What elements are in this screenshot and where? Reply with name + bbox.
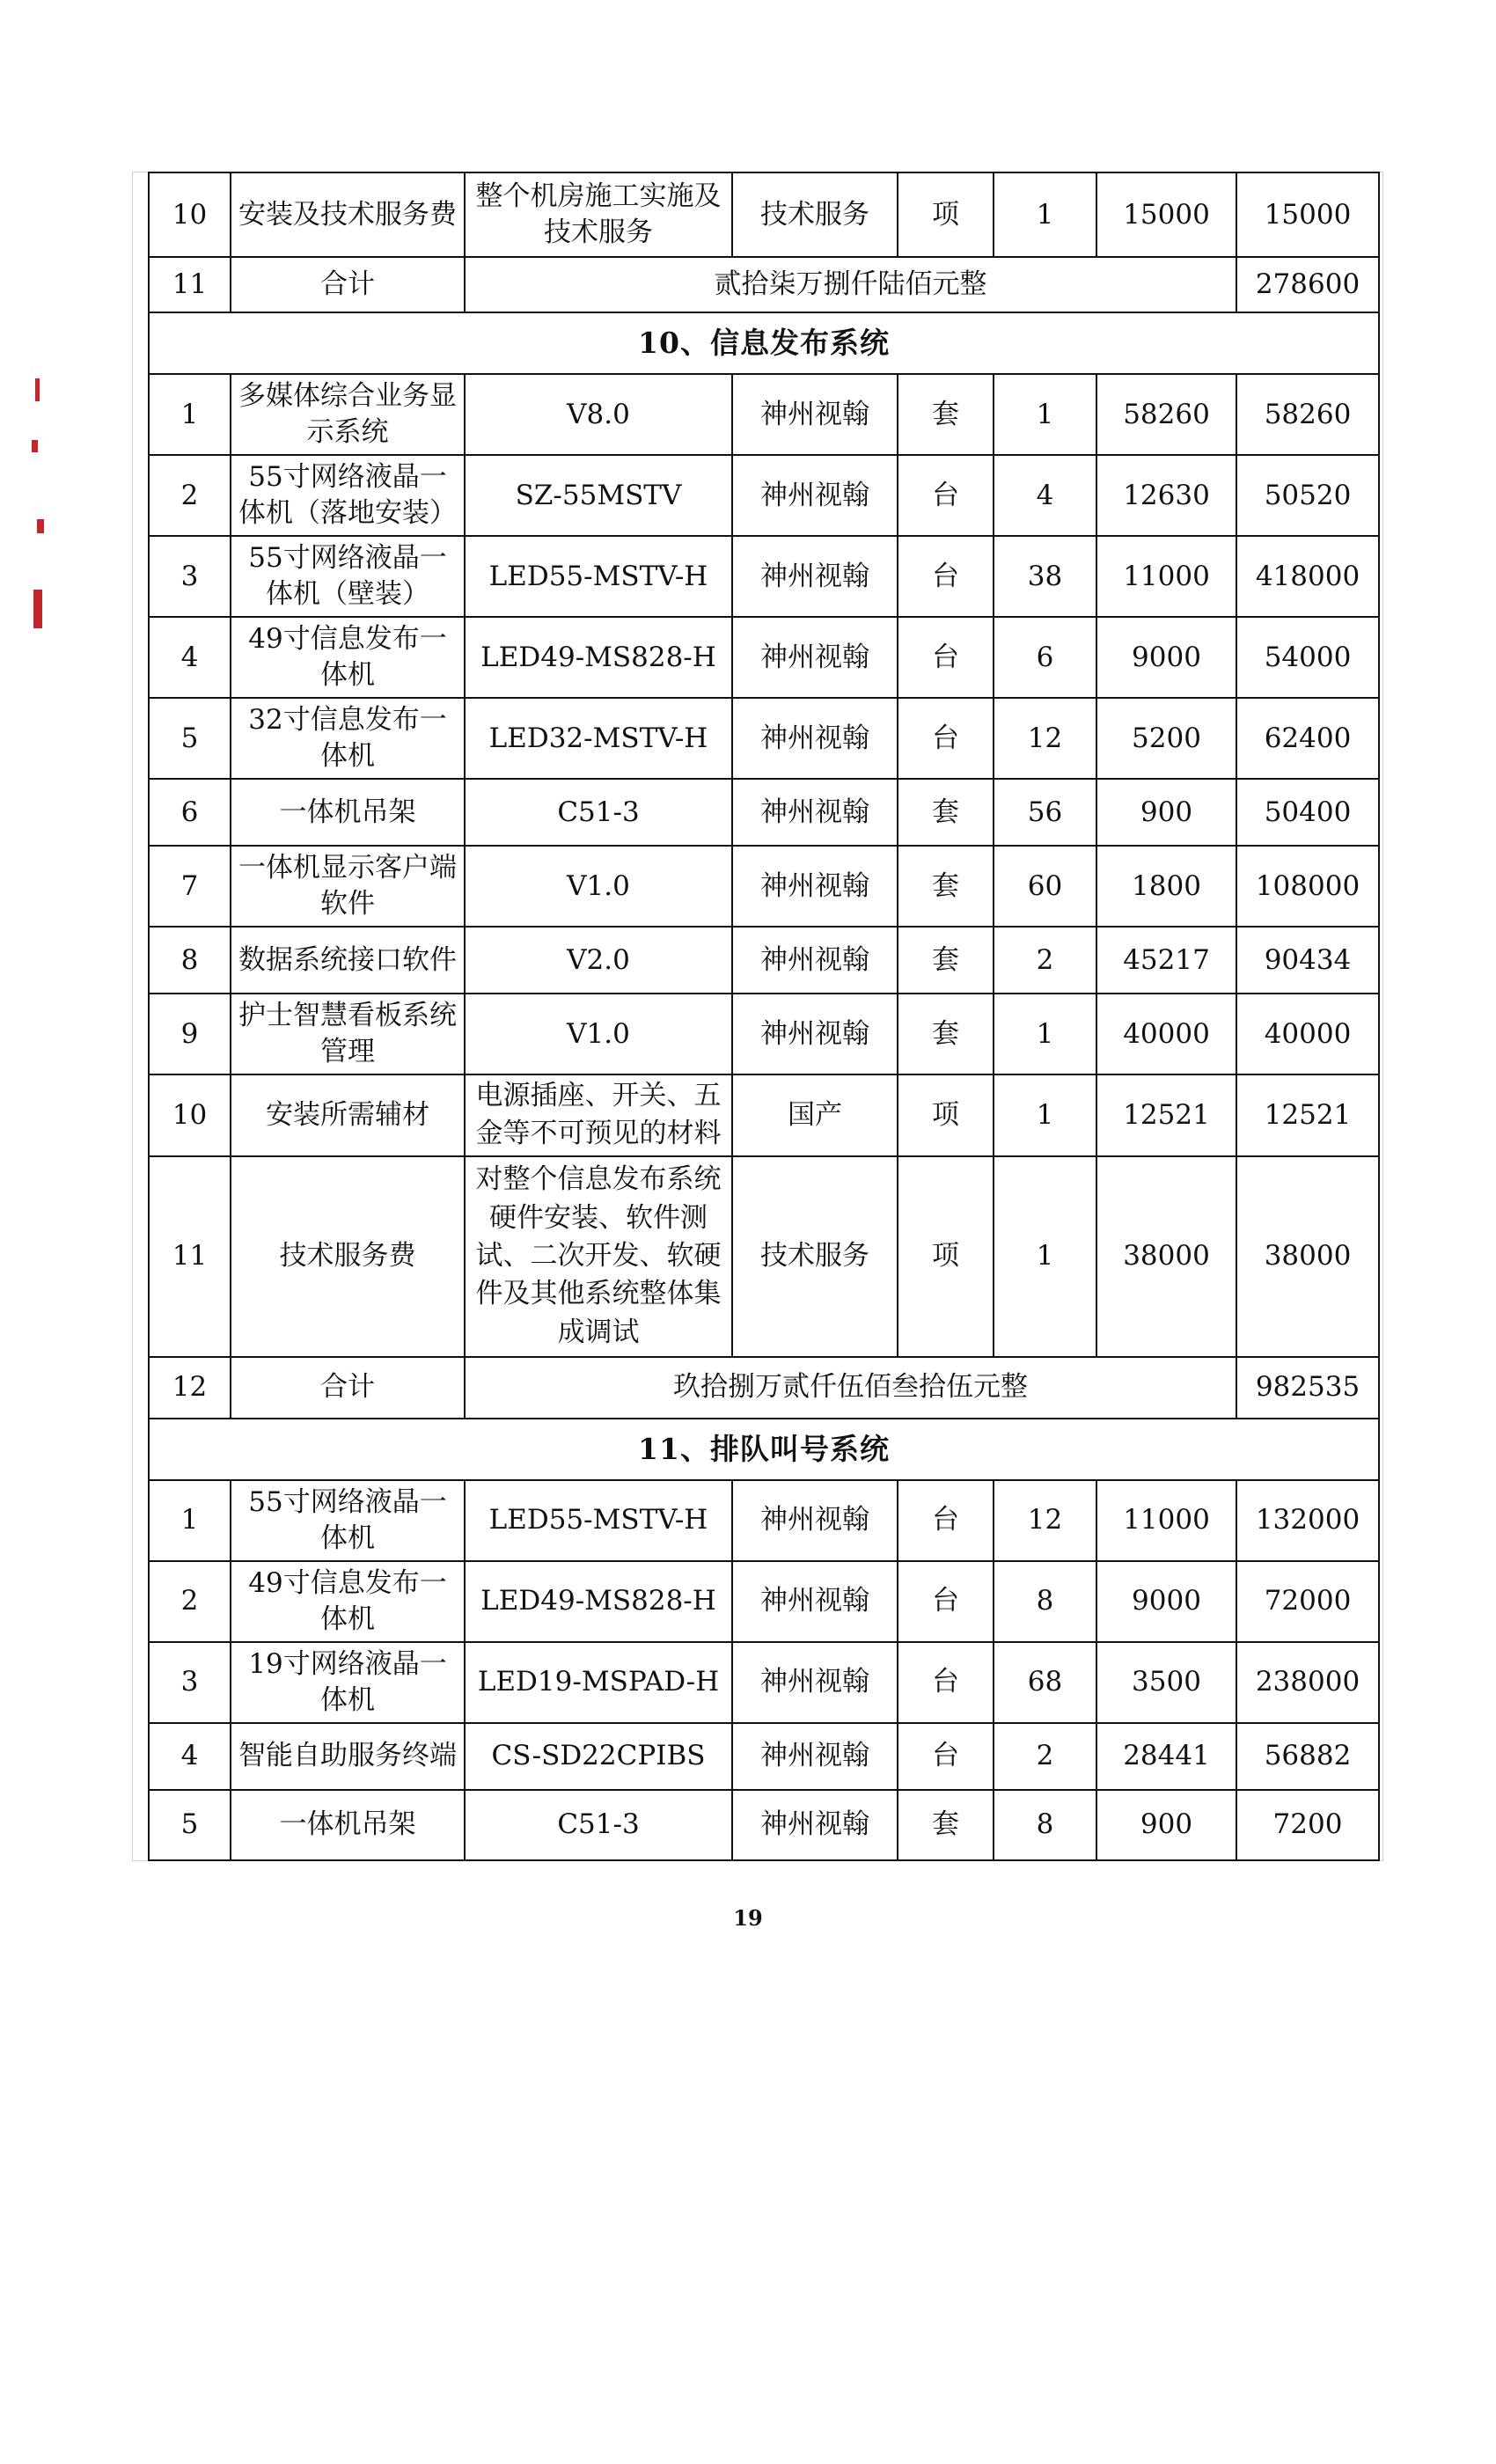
subtotal-label: 合计 (231, 1357, 465, 1419)
subtotal-label: 合计 (231, 257, 465, 312)
unit-cell: 套 (898, 927, 994, 994)
subtotal-amount: 982535 (1236, 1357, 1379, 1419)
table-row (149, 1480, 1379, 1561)
subtotal-row (149, 257, 1379, 312)
line-total-cell: 108000 (1236, 846, 1379, 927)
unit-cell: 项 (898, 172, 994, 257)
model-cell: V1.0 (465, 994, 732, 1074)
item-name-cell: 55寸网络液晶一体机（落地安装） (231, 455, 465, 536)
quantity-cell: 1 (994, 374, 1096, 455)
item-name-cell: 数据系统接口软件 (231, 927, 465, 994)
unit-cell: 项 (898, 1156, 994, 1357)
brand-cell: 神州视翰 (732, 374, 898, 455)
line-total-cell: 50400 (1236, 779, 1379, 846)
row-number-cell: 1 (149, 374, 231, 455)
unit-cell: 台 (898, 698, 994, 779)
line-total-cell: 132000 (1236, 1480, 1379, 1561)
section-title: 11、排队叫号系统 (149, 1419, 1379, 1480)
unit-cell: 套 (898, 779, 994, 846)
model-cell: LED55-MSTV-H (465, 1480, 732, 1561)
line-total-cell: 40000 (1236, 994, 1379, 1074)
unit-price-cell: 900 (1096, 779, 1236, 846)
line-total-cell: 38000 (1236, 1156, 1379, 1357)
model-cell: LED19-MSPAD-H (465, 1642, 732, 1723)
quantity-cell: 6 (994, 617, 1096, 698)
table-row (149, 1642, 1379, 1723)
unit-price-cell: 9000 (1096, 1561, 1236, 1642)
brand-cell: 神州视翰 (732, 846, 898, 927)
brand-cell: 神州视翰 (732, 1480, 898, 1561)
line-total-cell: 56882 (1236, 1723, 1379, 1790)
model-cell: LED32-MSTV-H (465, 698, 732, 779)
brand-cell: 神州视翰 (732, 1723, 898, 1790)
table-row (149, 698, 1379, 779)
brand-cell: 神州视翰 (732, 994, 898, 1074)
table-row (149, 1561, 1379, 1642)
brand-cell: 神州视翰 (732, 617, 898, 698)
brand-cell: 技术服务 (732, 1156, 898, 1357)
item-name-cell: 49寸信息发布一体机 (231, 617, 465, 698)
unit-cell: 台 (898, 455, 994, 536)
model-cell: SZ-55MSTV (465, 455, 732, 536)
model-cell: C51-3 (465, 779, 732, 846)
binding-marks (16, 378, 51, 678)
table-row (149, 1156, 1379, 1357)
line-total-cell: 58260 (1236, 374, 1379, 455)
line-total-cell: 7200 (1236, 1790, 1379, 1860)
row-number-cell: 8 (149, 927, 231, 994)
item-name-cell: 安装所需辅材 (231, 1074, 465, 1156)
unit-cell: 台 (898, 536, 994, 617)
unit-price-cell: 12521 (1096, 1074, 1236, 1156)
table-row (149, 455, 1379, 536)
row-number-cell: 1 (149, 1480, 231, 1561)
item-name-cell: 32寸信息发布一体机 (231, 698, 465, 779)
quantity-cell: 68 (994, 1642, 1096, 1723)
brand-cell: 神州视翰 (732, 1642, 898, 1723)
table-row (149, 617, 1379, 698)
unit-cell: 台 (898, 1723, 994, 1790)
amount-in-words: 贰拾柒万捌仟陆佰元整 (465, 257, 1236, 312)
row-number-cell: 3 (149, 536, 231, 617)
quantity-cell: 4 (994, 455, 1096, 536)
model-cell: V1.0 (465, 846, 732, 927)
item-name-cell: 安装及技术服务费 (231, 172, 465, 257)
quantity-cell: 38 (994, 536, 1096, 617)
row-number-cell: 6 (149, 779, 231, 846)
unit-price-cell: 15000 (1096, 172, 1236, 257)
model-cell: LED49-MS828-H (465, 1561, 732, 1642)
quantity-cell: 12 (994, 1480, 1096, 1561)
model-cell: LED55-MSTV-H (465, 536, 732, 617)
unit-price-cell: 12630 (1096, 455, 1236, 536)
unit-price-cell: 40000 (1096, 994, 1236, 1074)
model-cell: 整个机房施工实施及技术服务 (465, 172, 732, 257)
row-number-cell: 12 (149, 1357, 231, 1419)
section-header-queue-calling (149, 1419, 1379, 1480)
line-total-cell: 15000 (1236, 172, 1379, 257)
quantity-cell: 8 (994, 1561, 1096, 1642)
subtotal-amount: 278600 (1236, 257, 1379, 312)
table-row (149, 779, 1379, 846)
unit-cell: 台 (898, 1642, 994, 1723)
row-number-cell: 11 (149, 257, 231, 312)
amount-in-words: 玖拾捌万贰仟伍佰叁拾伍元整 (465, 1357, 1236, 1419)
item-name-cell: 技术服务费 (231, 1156, 465, 1357)
unit-price-cell: 9000 (1096, 617, 1236, 698)
brand-cell: 神州视翰 (732, 779, 898, 846)
unit-price-cell: 11000 (1096, 536, 1236, 617)
unit-price-cell: 28441 (1096, 1723, 1236, 1790)
row-number-cell: 3 (149, 1642, 231, 1723)
row-number-cell: 5 (149, 1790, 231, 1860)
subtotal-row (149, 1357, 1379, 1419)
line-total-cell: 12521 (1236, 1074, 1379, 1156)
line-total-cell: 62400 (1236, 698, 1379, 779)
unit-price-cell: 58260 (1096, 374, 1236, 455)
table-row (149, 1074, 1379, 1156)
item-name-cell: 49寸信息发布一体机 (231, 1561, 465, 1642)
quantity-cell: 1 (994, 1074, 1096, 1156)
item-name-cell: 一体机吊架 (231, 1790, 465, 1860)
model-cell: 对整个信息发布系统硬件安装、软件测试、二次开发、软硬件及其他系统整体集成调试 (465, 1156, 732, 1357)
table-row (149, 927, 1379, 994)
item-name-cell: 多媒体综合业务显示系统 (231, 374, 465, 455)
line-total-cell: 90434 (1236, 927, 1379, 994)
row-number-cell: 2 (149, 455, 231, 536)
brand-cell: 神州视翰 (732, 1561, 898, 1642)
quantity-cell: 60 (994, 846, 1096, 927)
unit-price-cell: 3500 (1096, 1642, 1236, 1723)
row-number-cell: 10 (149, 1074, 231, 1156)
item-name-cell: 一体机吊架 (231, 779, 465, 846)
table-row (149, 1723, 1379, 1790)
unit-price-cell: 11000 (1096, 1480, 1236, 1561)
table-row (149, 846, 1379, 927)
unit-cell: 套 (898, 846, 994, 927)
brand-cell: 技术服务 (732, 172, 898, 257)
row-number-cell: 4 (149, 1723, 231, 1790)
line-total-cell: 418000 (1236, 536, 1379, 617)
row-number-cell: 7 (149, 846, 231, 927)
page-number: 19 (733, 1905, 763, 1931)
table-row (149, 994, 1379, 1074)
brand-cell: 神州视翰 (732, 455, 898, 536)
quantity-cell: 2 (994, 927, 1096, 994)
row-number-cell: 10 (149, 172, 231, 257)
quantity-cell: 1 (994, 994, 1096, 1074)
price-table (148, 172, 1380, 1861)
row-number-cell: 11 (149, 1156, 231, 1357)
unit-cell: 台 (898, 617, 994, 698)
quantity-cell: 12 (994, 698, 1096, 779)
item-name-cell: 护士智慧看板系统管理 (231, 994, 465, 1074)
row-number-cell: 9 (149, 994, 231, 1074)
item-name-cell: 一体机显示客户端软件 (231, 846, 465, 927)
line-total-cell: 72000 (1236, 1561, 1379, 1642)
quantity-cell: 56 (994, 779, 1096, 846)
brand-cell: 神州视翰 (732, 927, 898, 994)
unit-cell: 套 (898, 374, 994, 455)
unit-cell: 台 (898, 1561, 994, 1642)
item-name-cell: 55寸网络液晶一体机 (231, 1480, 465, 1561)
unit-cell: 项 (898, 1074, 994, 1156)
unit-cell: 套 (898, 1790, 994, 1860)
unit-price-cell: 45217 (1096, 927, 1236, 994)
model-cell: LED49-MS828-H (465, 617, 732, 698)
unit-price-cell: 1800 (1096, 846, 1236, 927)
line-total-cell: 238000 (1236, 1642, 1379, 1723)
table-row (149, 1790, 1379, 1860)
quantity-cell: 1 (994, 172, 1096, 257)
row-number-cell: 2 (149, 1561, 231, 1642)
section-title: 10、信息发布系统 (149, 312, 1379, 374)
brand-cell: 国产 (732, 1074, 898, 1156)
item-name-cell: 55寸网络液晶一体机（壁装） (231, 536, 465, 617)
brand-cell: 神州视翰 (732, 698, 898, 779)
model-cell: V2.0 (465, 927, 732, 994)
model-cell: V8.0 (465, 374, 732, 455)
quantity-cell: 1 (994, 1156, 1096, 1357)
table-row (149, 172, 1379, 257)
brand-cell: 神州视翰 (732, 536, 898, 617)
unit-cell: 台 (898, 1480, 994, 1561)
line-total-cell: 54000 (1236, 617, 1379, 698)
unit-price-cell: 900 (1096, 1790, 1236, 1860)
model-cell: 电源插座、开关、五金等不可预见的材料 (465, 1074, 732, 1156)
table-row (149, 536, 1379, 617)
item-name-cell: 19寸网络液晶一体机 (231, 1642, 465, 1723)
brand-cell: 神州视翰 (732, 1790, 898, 1860)
row-number-cell: 5 (149, 698, 231, 779)
item-name-cell: 智能自助服务终端 (231, 1723, 465, 1790)
section-header-info-release (149, 312, 1379, 374)
unit-price-cell: 5200 (1096, 698, 1236, 779)
model-cell: CS-SD22CPIBS (465, 1723, 732, 1790)
line-total-cell: 50520 (1236, 455, 1379, 536)
quantity-cell: 8 (994, 1790, 1096, 1860)
unit-price-cell: 38000 (1096, 1156, 1236, 1357)
quantity-cell: 2 (994, 1723, 1096, 1790)
row-number-cell: 4 (149, 617, 231, 698)
table-row (149, 374, 1379, 455)
unit-cell: 套 (898, 994, 994, 1074)
model-cell: C51-3 (465, 1790, 732, 1860)
